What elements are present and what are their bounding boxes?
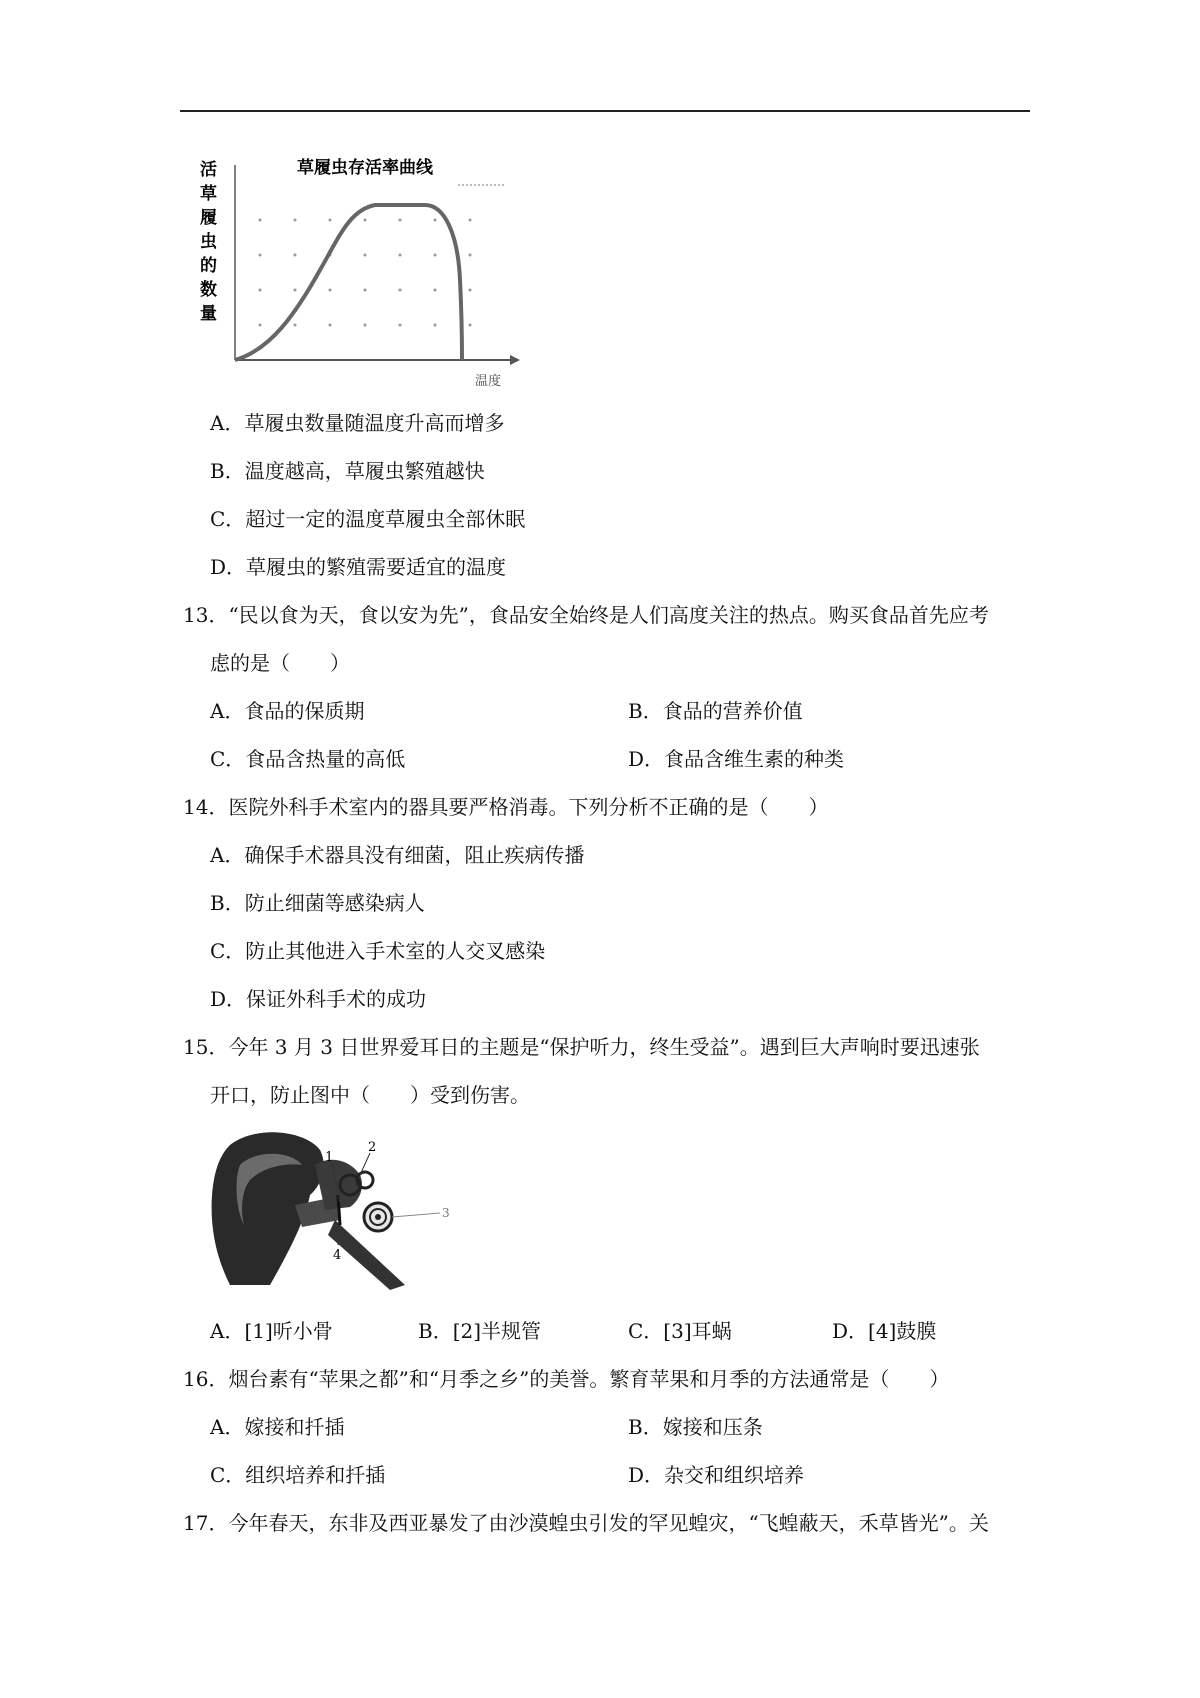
y-label-char: 数 (200, 280, 217, 300)
label-4: 4 (333, 1248, 342, 1263)
q13-stem-line2: 虑的是（ ） (210, 651, 350, 675)
q12-option-b: B．温度越高，草履虫繁殖越快 (210, 459, 485, 483)
grid-dots (259, 219, 472, 327)
q13-option-b: B．食品的营养价值 (628, 699, 803, 723)
q14-option-b: B．防止细菌等感染病人 (210, 891, 425, 915)
y-label-char: 虫 (200, 232, 217, 252)
q15-option-a: A．[1]听小骨 (210, 1319, 333, 1343)
q13-option-c: C．食品含热量的高低 (210, 747, 406, 771)
chart-title: 草履虫存活率曲线 (297, 158, 433, 178)
y-label-char: 量 (200, 304, 217, 324)
survival-curve (235, 205, 462, 360)
q15-stem-line2: 开口，防止图中（ ）受到伤害。 (210, 1083, 530, 1107)
header-rule (180, 110, 1030, 112)
q16-option-c: C．组织培养和扦插 (210, 1463, 386, 1487)
y-label-char: 履 (200, 208, 217, 228)
survival-curve-figure (200, 155, 520, 390)
label-2: 2 (368, 1140, 377, 1155)
q16-option-b: B．嫁接和压条 (628, 1415, 763, 1439)
label-3: 3 (442, 1206, 450, 1220)
survival-curve-svg (200, 155, 520, 390)
q15-option-d: D．[4]鼓膜 (832, 1319, 937, 1343)
y-label-char: 草 (200, 184, 217, 204)
q13-option-d: D．食品含维生素的种类 (628, 747, 845, 771)
y-label-char: 的 (200, 256, 217, 276)
q12-option-c: C．超过一定的温度草履虫全部休眠 (210, 507, 526, 531)
x-axis-label: 温度 (475, 374, 502, 389)
q15-stem-line1: 15．今年 3 月 3 日世界爱耳日的主题是“保护听力，终生受益”。遇到巨大声响时要迅速张 (183, 1035, 980, 1059)
y-label-char: 活 (200, 160, 217, 180)
q15-option-b: B．[2]半规管 (418, 1319, 542, 1343)
q16-option-a: A．嫁接和扦插 (210, 1415, 345, 1439)
label-1: 1 (325, 1150, 334, 1165)
q17-stem-line1: 17．今年春天，东非及西亚暴发了由沙漠蝗虫引发的罕见蝗灾，“飞蝗蔽天，禾草皆光”。关 (183, 1511, 989, 1535)
q13-option-a: A．食品的保质期 (210, 699, 365, 723)
ear-svg (210, 1125, 460, 1290)
q14-option-a: A．确保手术器具没有细菌，阻止疾病传播 (210, 843, 585, 867)
q14-option-d: D．保证外科手术的成功 (210, 987, 427, 1011)
q12-option-d: D．草履虫的繁殖需要适宜的温度 (210, 555, 507, 579)
q14-stem: 14．医院外科手术室内的器具要严格消毒。下列分析不正确的是（ ） (183, 795, 829, 819)
ear-structure-figure (210, 1125, 460, 1290)
q12-option-a: A．草履虫数量随温度升高而增多 (210, 411, 505, 435)
q14-option-c: C．防止其他进入手术室的人交叉感染 (210, 939, 546, 963)
q16-stem: 16．烟台素有“苹果之都”和“月季之乡”的美誉。繁育苹果和月季的方法通常是（ ） (183, 1367, 950, 1391)
q13-stem-line1: 13．“民以食为天，食以安为先”，食品安全始终是人们高度关注的热点。购买食品首先应考 (183, 603, 989, 627)
q15-option-c: C．[3]耳蜗 (628, 1319, 732, 1343)
q16-option-d: D．杂交和组织培养 (628, 1463, 805, 1487)
